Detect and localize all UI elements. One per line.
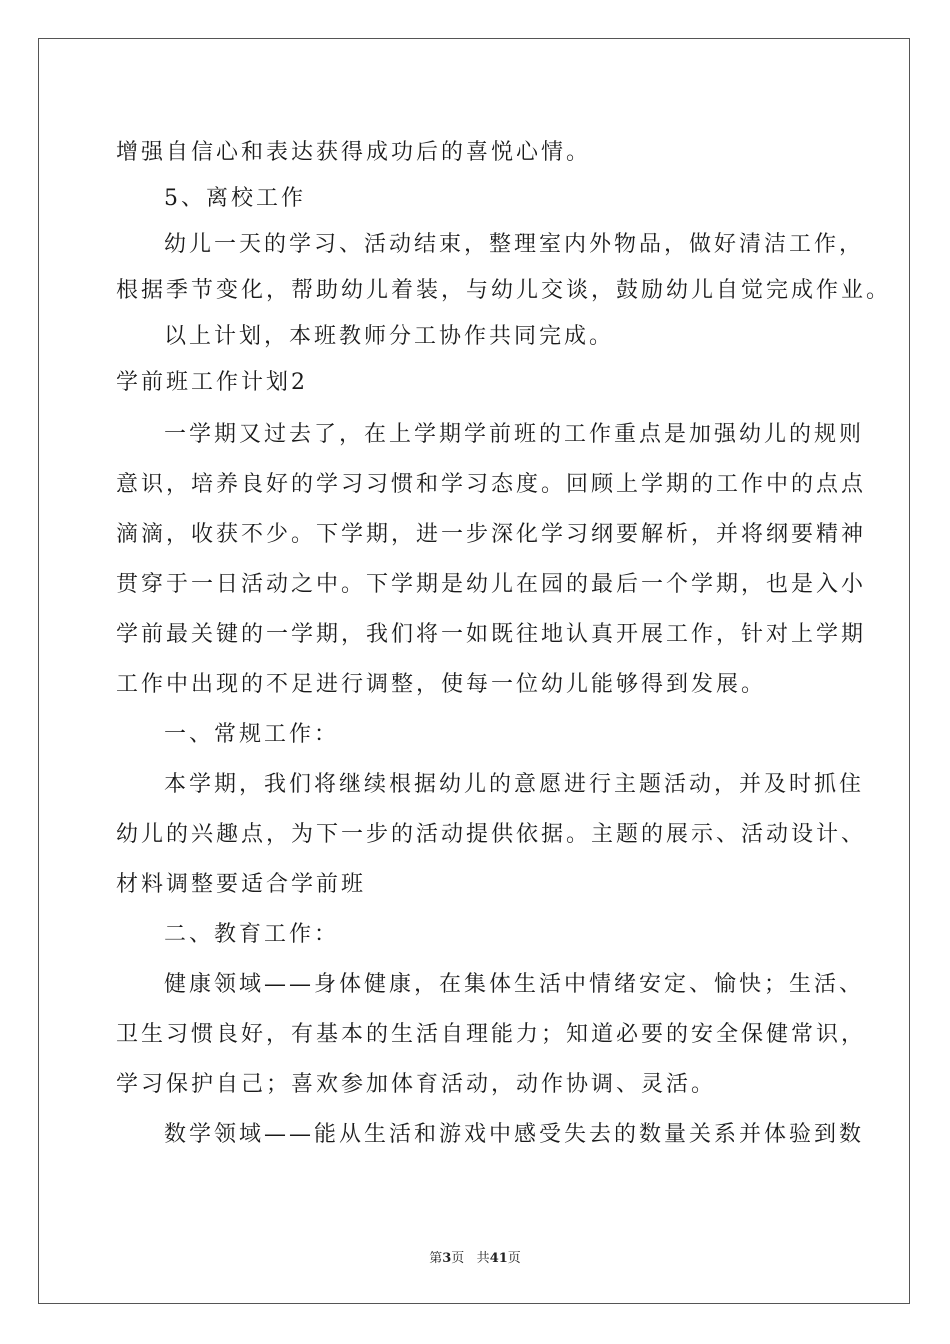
page-suffix: 页 xyxy=(451,1251,465,1266)
total-pages: 41 xyxy=(489,1251,508,1266)
section-heading: 一、常规工作： xyxy=(164,722,340,747)
paragraph-line: 贯穿于一日活动之中。下学期是幼儿在园的最后一个学期，也是入小 xyxy=(116,572,867,597)
paragraph-line: 本学期，我们将继续根据幼儿的意愿进行主题活动，并及时抓住 xyxy=(164,772,865,797)
paragraph-line: 工作中出现的不足进行调整，使每一位幼儿能够得到发展。 xyxy=(116,672,767,697)
paragraph-line: 学习保护自己；喜欢参加体育活动，动作协调、灵活。 xyxy=(116,1072,717,1097)
total-prefix: 共 xyxy=(476,1251,490,1266)
paragraph-line: 学前最关键的一学期，我们将一如既往地认真开展工作，针对上学期 xyxy=(116,622,867,647)
paragraph-line: 以上计划，本班教师分工协作共同完成。 xyxy=(164,324,615,349)
document-title: 学前班工作计划2 xyxy=(116,370,308,395)
paragraph-line: 卫生习惯良好，有基本的生活自理能力；知道必要的安全保健常识， xyxy=(116,1022,867,1047)
paragraph-line: 增强自信心和表达获得成功后的喜悦心情。 xyxy=(116,140,592,165)
paragraph-line: 幼儿一天的学习、活动结束，整理室内外物品，做好清洁工作， xyxy=(164,232,865,257)
paragraph-line: 数学领域——能从生活和游戏中感受失去的数量关系并体验到数 xyxy=(164,1122,865,1147)
page-number: 3 xyxy=(442,1251,452,1266)
page-footer xyxy=(0,1247,950,1266)
section-heading: 二、教育工作： xyxy=(164,922,340,947)
paragraph-line: 幼儿的兴趣点，为下一步的活动提供依据。主题的展示、活动设计、 xyxy=(116,822,867,847)
paragraph-line: 根据季节变化，帮助幼儿着装，与幼儿交谈，鼓励幼儿自觉完成作业。 xyxy=(116,278,892,303)
paragraph-line: 健康领域——身体健康，在集体生活中情绪安定、愉快；生活、 xyxy=(164,972,865,997)
paragraph-line: 滴滴，收获不少。下学期，进一步深化学习纲要解析，并将纲要精神 xyxy=(116,522,867,547)
paragraph-line: 一学期又过去了，在上学期学前班的工作重点是加强幼儿的规则 xyxy=(164,422,865,447)
total-suffix: 页 xyxy=(507,1251,521,1266)
paragraph-line: 材料调整要适合学前班 xyxy=(116,872,367,897)
paragraph-line: 意识，培养良好的学习习惯和学习态度。回顾上学期的工作中的点点 xyxy=(116,472,867,497)
page-prefix: 第 xyxy=(429,1251,443,1266)
section-heading: 5、离校工作 xyxy=(164,186,306,211)
